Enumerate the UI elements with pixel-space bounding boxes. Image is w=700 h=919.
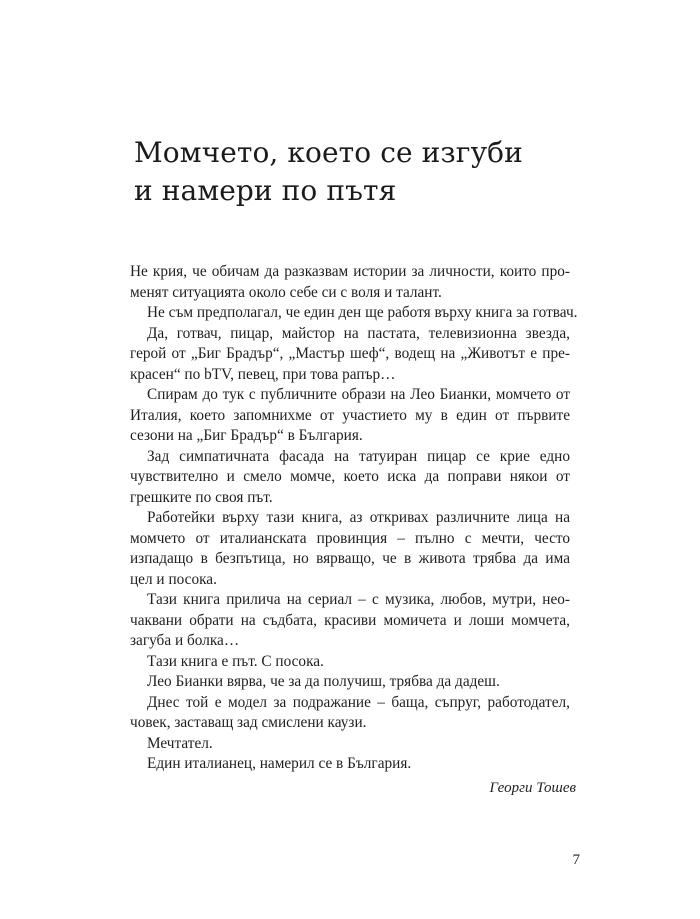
text-line: чаквани обрати на съдбата, красиви момичета и лоши момчета, [130,611,570,629]
text-line: грешките по своя път. [130,488,273,506]
text-line: Спирам до тук с публичните образи на Лео Бианки, момчето от [147,386,570,403]
text-line: Тази книга е път. С посока. [147,652,324,670]
text-line: изпадащо в безпътица, но вярващо, че в живота трябва да има [130,550,570,567]
text-line: човек, заставащ зад смислени каузи. [130,714,367,731]
chapter-title [134,134,594,210]
text-line: загуба и болка… [130,632,240,649]
text-line: Тази книга прилича на сериал – с музика, любов, мутри, нео- [147,591,570,608]
text-line: красен“ по bTV, певец, при това рапър… [130,365,396,383]
text-line: Зад симпатичната фасада на татуиран пицар се крие едно [147,447,570,465]
text-line: Да, готвач, пицар, майстор на пастата, телевизионна звезда, [147,324,570,342]
text-line: Един италианец, намерил се в България. [147,755,412,772]
body-text [130,262,578,775]
text-line: Работейки върху тази книга, аз откривах различните лица на [147,509,570,526]
author-signature: Георги Тошев [489,780,576,796]
text-line: Не съм предполагал, че един ден ще работя върху книга за готвач. [147,304,578,321]
text-line: Не крия, че обичам да разказвам истории за личности, които про- [130,263,570,280]
page-number: 7 [572,852,580,868]
chapter-title-line-2: и намери по пътя [134,174,397,207]
chapter-title-line-1: Момчето, което се изгуби [134,136,523,169]
text-line: цел и посока. [130,570,217,588]
text-line: Италия, което запомнихме от участието му в един от първите [130,406,570,424]
text-line: момчето от италианската провинция – пълно с мечти, често [130,529,570,547]
text-line: чувствително и смело момче, което иска да поправи някои от [130,468,570,485]
text-line: Мечтател. [147,734,213,752]
text-line: Днес той е модел за подражание – баща, съпруг, работодател, [147,693,570,711]
text-line: сезони на „Биг Брадър“ в България. [130,427,363,444]
text-line: менят ситуацията около себе си с воля и талант. [130,283,442,301]
text-line: Лео Бианки вярва, че за да получиш, трябва да дадеш. [147,673,500,690]
text-line: герой от „Биг Брадър“, „Мастър шеф“, водещ на „Животът е пре- [130,345,570,362]
